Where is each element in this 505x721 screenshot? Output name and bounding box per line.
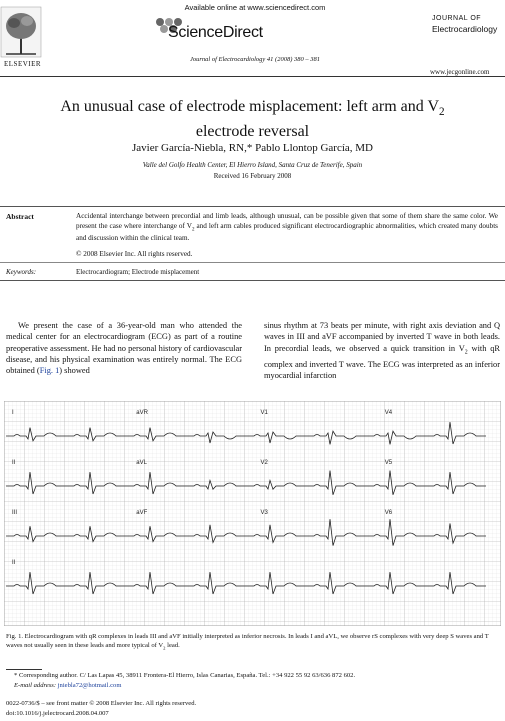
abstract-bottom-rule bbox=[0, 280, 505, 281]
footnote-rule bbox=[6, 669, 42, 670]
lead-label: II bbox=[12, 560, 16, 566]
keywords-label: Keywords: bbox=[6, 268, 37, 276]
available-online-text: Available online at www.sciencedirect.com bbox=[184, 3, 326, 12]
col2-text-a: sinus rhythm at 73 beats per minute, with right axis deviation and Q waves in III and aVF accompanied by inverted T wave in both leads. In precordial leads, we observed a quick transition in V bbox=[264, 321, 500, 353]
body-column-right bbox=[264, 320, 500, 381]
affiliation: Valle del Golfo Health Center, El Hierro Island, Santa Cruz de Tenerife, Spain bbox=[142, 161, 363, 169]
elsevier-tree-logo bbox=[0, 6, 42, 62]
lead-label: aVF bbox=[136, 510, 148, 516]
keywords: Electrocardiogram; Electrode misplacement bbox=[76, 268, 200, 276]
abstract-text bbox=[76, 212, 498, 244]
figure-caption bbox=[6, 632, 500, 652]
corresponding-author-footnote: * Corresponding author. C/ Las Lapas 45, 38911 Frontera-El Hierro, Islas Canarias, España. Tel.: +34 922 55 92 63/636 872 602. bbox=[14, 672, 356, 679]
lead-label: I bbox=[12, 410, 14, 416]
lead-label: V1 bbox=[260, 410, 268, 416]
lead-label: V6 bbox=[384, 510, 393, 516]
author-list: Javier García-Niebla, RN,* Pablo Llontop García, MD bbox=[131, 142, 373, 154]
email-link[interactable]: jniebla72@hotmail.com bbox=[57, 682, 122, 689]
publisher-name: ELSEVIER bbox=[4, 60, 42, 68]
sciencedirect-wordmark: ScienceDirect bbox=[168, 24, 263, 41]
abstract-copyright: © 2008 Elsevier Inc. All rights reserved. bbox=[76, 250, 193, 258]
lead-label: V5 bbox=[384, 460, 393, 466]
journal-logo-line2: Electrocardiology bbox=[432, 24, 498, 34]
lead-label: aVL bbox=[136, 460, 147, 466]
caption-text-a: Fig. 1. Electrocardiogram with qR complexes in leads III and aVF initially interpreted as inferior necrosis. In leads I and aVL, we observe rS complexes with very deep S waves and T waves not usually seen in these leads and more typical of V bbox=[6, 633, 489, 649]
header-rule bbox=[0, 76, 505, 77]
lead-label: III bbox=[12, 510, 18, 516]
abstract-mid-rule bbox=[0, 262, 505, 263]
journal-website[interactable]: www.jecgonline.com bbox=[430, 68, 490, 76]
figure-link[interactable]: Fig. 1 bbox=[39, 366, 60, 376]
doi-link[interactable]: doi:10.1016/j.jelectrocard.2008.04.007 bbox=[6, 710, 109, 717]
front-matter: 0022-0736/$ – see front matter © 2008 Elsevier Inc. All rights reserved. bbox=[6, 700, 197, 707]
abstract-subscript: 2 bbox=[191, 226, 195, 232]
caption-text-b: lead. bbox=[165, 642, 180, 649]
caption-subscript: 2 bbox=[163, 645, 166, 651]
email-footnote bbox=[14, 682, 121, 689]
lead-label: aVR bbox=[136, 410, 148, 416]
lead-label: V3 bbox=[260, 510, 268, 516]
title-part2: electrode reversal bbox=[195, 123, 310, 141]
title-subscript: 2 bbox=[439, 106, 445, 119]
lead-label: II bbox=[12, 460, 16, 466]
col2-text-b: with qR complex and inverted T wave. The ECG was interpreted as an inferior myocardial infarction bbox=[264, 343, 500, 380]
title-part1: An unusual case of electrode misplacement: left arm and V bbox=[60, 98, 440, 115]
lead-label: V4 bbox=[384, 410, 393, 416]
journal-logo bbox=[432, 14, 496, 34]
article-title bbox=[30, 97, 475, 141]
col1-text-b: ) showed bbox=[59, 366, 90, 376]
col1-text-a: We present the case of a 36-year-old man who attended the medical center for an electrocardiogram (ECG) as part of a routine preoperative assessment. He had no personal history of cardiovascular disease, and his physical examination was entirely normal. The ECG obtained ( bbox=[6, 321, 242, 376]
abstract-label: Abstract bbox=[6, 212, 34, 221]
email-label: E-mail address: bbox=[14, 682, 57, 689]
col2-subscript: 2 bbox=[464, 349, 468, 356]
received-date: Received 16 February 2008 bbox=[213, 172, 292, 180]
lead-label: V2 bbox=[260, 460, 268, 466]
journal-citation: Journal of Electrocardiology 41 (2008) 380 – 381 bbox=[189, 56, 321, 63]
body-column-left bbox=[6, 320, 242, 376]
journal-logo-line1: JOURNAL OF bbox=[432, 15, 482, 22]
ecg-figure bbox=[4, 401, 501, 626]
abstract-text-b: and left arm cables produced significant electrocardiographic abnormalities, which created many doubts and discussion within the clinical team. bbox=[76, 221, 498, 243]
abstract-top-rule bbox=[0, 206, 505, 207]
abstract-text-a: Accidental interchange between precordial and limb leads, although unusual, can be possible given that some of them share the same color. We present the case where interchange of V bbox=[76, 212, 498, 230]
